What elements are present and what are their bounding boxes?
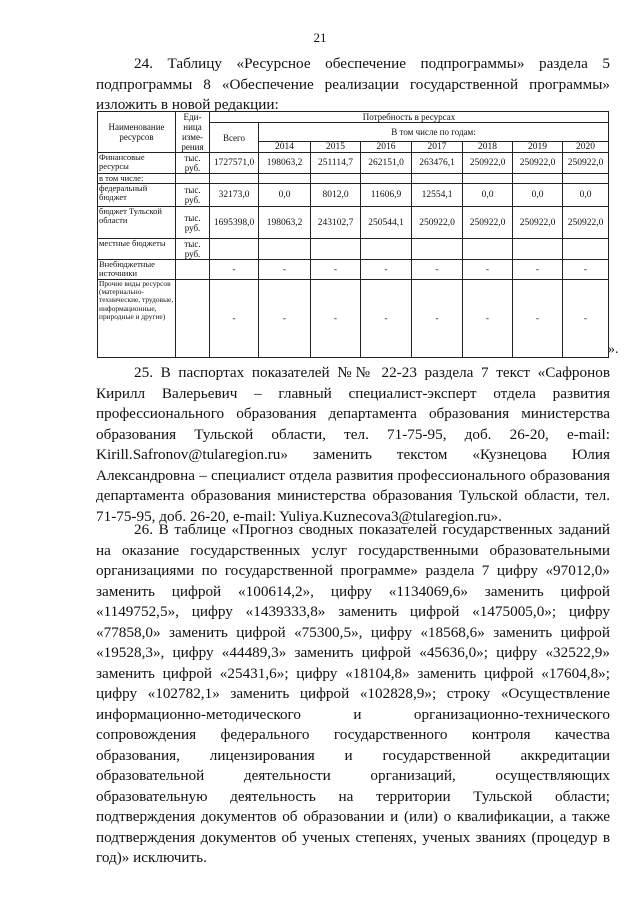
row-unit: тыс. руб. [176,153,210,174]
cell-value: 250922,0 [412,207,463,239]
cell-value [563,239,609,260]
table-row [98,174,609,184]
paragraph-24-text: 24. Таблицу «Ресурсное обеспечение подпрограммы» раздела 5 подпрограммы 8 «Обеспечение реализации государственной программы» изложить в новой редакции: [96,55,610,113]
row-unit: тыс. руб. [176,184,210,207]
table-row [98,184,609,207]
table-row [98,207,609,239]
cell-value: 11606,9 [361,184,412,207]
row-unit [176,174,210,184]
cell-value: 32173,0 [210,184,259,207]
cell-value: - [412,280,463,358]
row-unit: тыс. руб. [176,207,210,239]
cell-value [513,174,563,184]
cell-value: - [463,280,513,358]
cell-value: 250922,0 [463,207,513,239]
paragraph-26 [96,520,610,869]
cell-value: - [412,260,463,280]
cell-value [311,174,361,184]
cell-value: - [463,260,513,280]
cell-value: 250922,0 [513,153,563,174]
cell-value: 251114,7 [311,153,361,174]
header-year: 2015 [311,142,361,153]
cell-value: 198063,2 [259,153,311,174]
cell-value [463,174,513,184]
cell-value: - [563,280,609,358]
cell-value: - [361,260,412,280]
cell-value: 0,0 [563,184,609,207]
cell-value [210,239,259,260]
cell-value: 250544,1 [361,207,412,239]
paragraph-25-text: 25. В паспортах показателей №№ 22-23 раздела 7 текст «Сафронов Кирилл Валерьевич – главный специалист-эксперт отдела развития профессионального образования департамента образования министерства образования Тульской области, тел. 71-75-95, доб. 26-20, e-mail: Kirill.Safronov@tularegion.ru» заменить текстом «Кузнецова Юлия Александровна – специалист отдела развития профессионального образования департамента образования министерства образования Тульской области, тел. 71-75-95, доб. 26-20, e-mail: Yuliya.Kuznecova3@tularegion.ru». [96,364,610,525]
cell-value [259,174,311,184]
row-label: бюджет Тульской области [98,207,176,239]
header-row-1 [98,112,609,123]
cell-value: 250922,0 [563,207,609,239]
header-year: 2020 [563,142,609,153]
row-unit: тыс. руб. [176,239,210,260]
cell-value: - [259,280,311,358]
table-row [98,280,609,358]
row-label: Внебюджетные источники [98,260,176,280]
paragraph-24 [96,54,610,116]
row-unit [176,280,210,358]
header-unit: Еди-ница изме-рения [176,112,210,153]
cell-value: 0,0 [259,184,311,207]
cell-value: - [311,260,361,280]
table-closing-mark: ». [608,342,619,357]
cell-value [210,174,259,184]
cell-value [311,239,361,260]
header-year: 2016 [361,142,412,153]
cell-value [361,239,412,260]
cell-value [563,174,609,184]
header-name: Наименование ресурсов [98,112,176,153]
page-number: 21 [313,30,327,45]
cell-value: 262151,0 [361,153,412,174]
table-row [98,239,609,260]
cell-value: - [563,260,609,280]
cell-value [513,239,563,260]
cell-value [412,239,463,260]
cell-value: - [513,260,563,280]
row-label: Финансовые ресурсы [98,153,176,174]
cell-value: 0,0 [513,184,563,207]
cell-value: - [361,280,412,358]
row-label: Прочие виды ресурсов (материально-технические, трудовые, информационные, природные и другие) [98,280,176,358]
cell-value [361,174,412,184]
cell-value: 250922,0 [463,153,513,174]
header-need: Потребность в ресурсах [210,112,609,123]
paragraph-26-text: 26. В таблице «Прогноз сводных показателей государственных заданий на оказание государственных услуг государственными образовательными организациями по государственной программе» раздела 7 цифру «97012,0» заменить цифрой «100614,2», цифру «1134069,6» заменить цифрой «1149752,5», цифру «1439333,8» заменить цифрой «1475005,0»; цифру «77858,0» заменить цифрой «75300,5», цифру «18568,6» заменить цифрой «19528,3», цифру «44489,3» заменить цифрой «45636,0»; цифру «32522,9» заменить цифрой «25431,6»; цифру «18104,8» заменить цифрой «17604,8»; цифру «102782,1» заменить цифрой «102828,9»; строку «Осуществление информационно-методического и организационно-технического сопровождения федерального государственного контроля качества образования, лицензирования и государственной аккредитации образовательной деятельности организаций, осуществляющих образовательную деятельность на территории Тульской области; подтверждения документов об образовании и (или) о квалификации, а также подтверждения документов об ученых степенях, ученых званиях (процедур в год)» исключить. [96,521,610,866]
cell-value [259,239,311,260]
cell-value: - [259,260,311,280]
cell-value: 1727571,0 [210,153,259,174]
table-row [98,153,609,174]
paragraph-25 [96,363,610,527]
cell-value: 250922,0 [563,153,609,174]
cell-value: 250922,0 [513,207,563,239]
cell-value: 12554,1 [412,184,463,207]
header-year: 2018 [463,142,513,153]
cell-value: - [210,260,259,280]
cell-value: 243102,7 [311,207,361,239]
cell-value [463,239,513,260]
cell-value [412,174,463,184]
header-year: 2014 [259,142,311,153]
cell-value: 263476,1 [412,153,463,174]
cell-value: 198063,2 [259,207,311,239]
row-label: федеральный бюджет [98,184,176,207]
row-label: в том числе: [98,174,176,184]
cell-value: 0,0 [463,184,513,207]
row-label: местные бюджеты [98,239,176,260]
resource-table [97,111,609,358]
cell-value: 8012,0 [311,184,361,207]
cell-value: - [210,280,259,358]
header-total: Всего [210,123,259,153]
row-unit [176,260,210,280]
header-year: 2017 [412,142,463,153]
cell-value: - [513,280,563,358]
cell-value: 1695398,0 [210,207,259,239]
table-row [98,260,609,280]
cell-value: - [311,280,361,358]
header-by-years: В том числе по годам: [259,123,609,142]
header-year: 2019 [513,142,563,153]
